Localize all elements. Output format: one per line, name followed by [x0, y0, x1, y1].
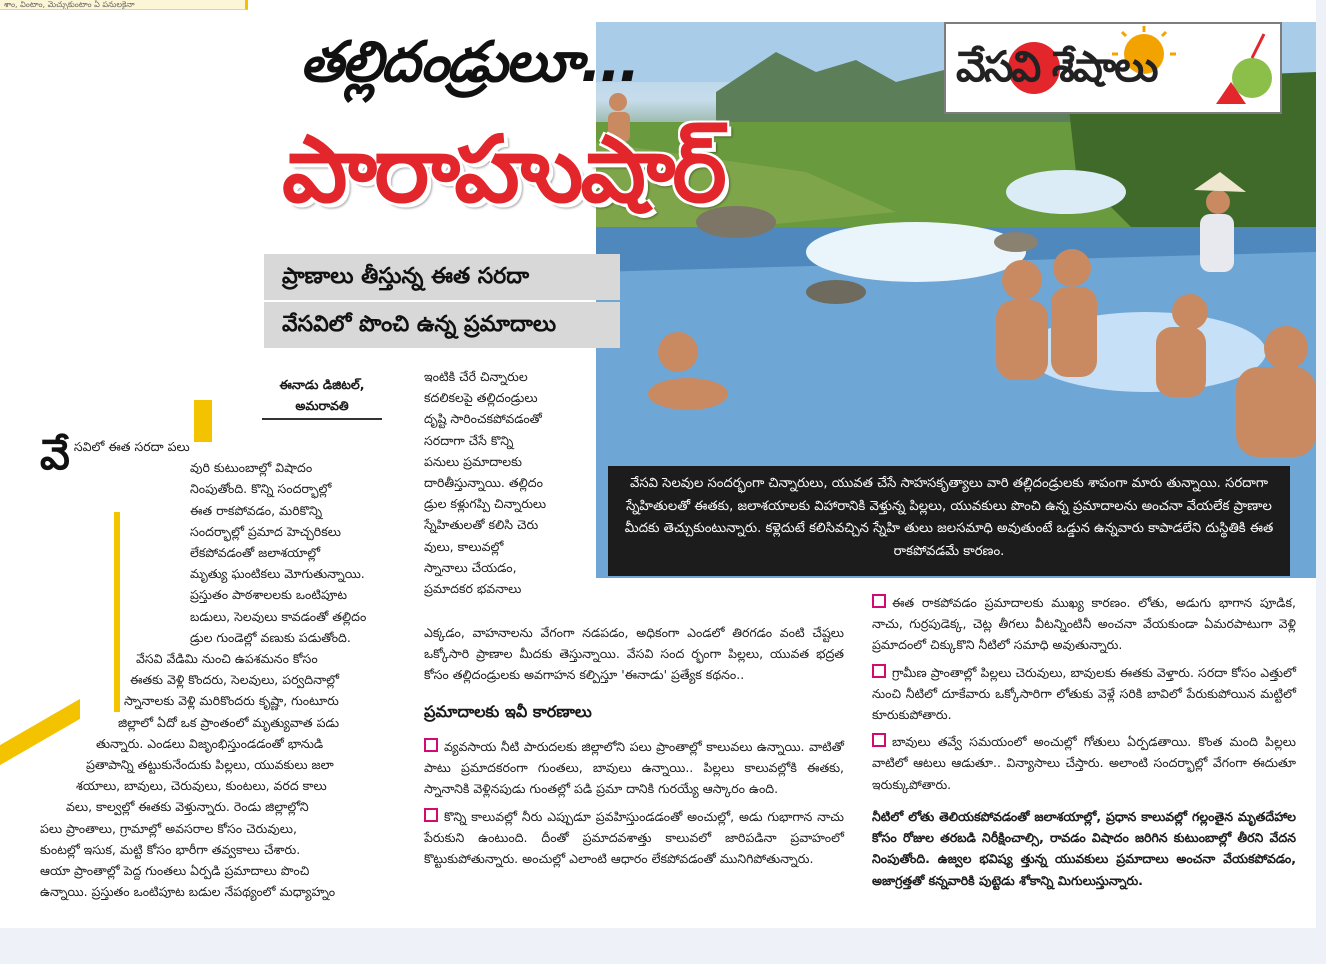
- byline-place: అమరావతి: [262, 395, 382, 420]
- column-2-line: దృష్టి సారించకపోవడంతో: [424, 411, 542, 427]
- column-2: [424, 366, 592, 599]
- column-1-line: స్నానాలకు వెళ్లి మరికొందరు కృష్ణా, గుంటూరు: [124, 693, 339, 709]
- page-bottom-band: [0, 928, 1326, 964]
- causes-column-2: [424, 736, 844, 875]
- column-1-line: సందర్భాల్లో ప్రమాద హెచ్చరికలు: [190, 523, 341, 539]
- bullet-icon: [424, 808, 438, 822]
- byline-name: ఈనాడు డిజిటల్,: [279, 377, 365, 392]
- previous-article-strip: శాం, వింటాం, మెచ్చుకుంటాం ఏ పనులకైనా: [0, 0, 248, 10]
- column-2-line: స్నానాలు చేయడం,: [424, 559, 517, 575]
- column-2-line: స్నేహితులతో కలిసి చెరు: [424, 517, 539, 533]
- main-headline: పారాహుషార్: [282, 116, 724, 223]
- column-2-line: ఇంటికి చేరే చిన్నారుల: [424, 369, 528, 384]
- bullet-icon: [872, 594, 886, 608]
- closing-paragraph: నీటిలో లోతు తెలియకపోవడంతో జలాశయాల్లో, ప్రధాన కాలువల్లో గల్లంతైన మృతదేహాల కోసం రోజుల తరబడి నిరీక్షించాల్సి, రావడం విషాదం జరిగిన కుటుంబాల్లో తీరని వేదన నింపుతోంది. ఉజ్వల భవిష్య త్తున్న యువకులు ప్రమాదాలు అంచనా వేయకపోవడం, అజాగ్రత్తతో కన్నవారికి పుట్టెడు శోకాన్ని మిగులుస్తున్నారు.: [872, 809, 1296, 888]
- column-2-line: డ్రుల కళ్లుగప్పి చిన్నారులు: [424, 496, 547, 512]
- column-1-line: సవిలో ఈత సరదా పలు: [73, 439, 190, 454]
- column-2-line: పనులు ప్రమాదాలకు: [424, 453, 522, 469]
- dropcap: వే: [40, 430, 70, 479]
- column-2-line: దారితీస్తున్నాయి. తల్లిదం: [424, 475, 543, 491]
- column-1-line: డ్రుల గుండెల్లో వణుకు పడుతోంది.: [190, 629, 351, 645]
- column-1-line: మృత్యు ఘంటికలు మోగుతున్నాయి.: [190, 566, 365, 582]
- cause-item: కొన్ని కాలువల్లో నీరు ఎప్పుడూ ప్రవహిస్తుండడంతో అంచుల్లో, అడు గుభాగాన నాచు పేరుకుని ఉంటుంది. దీంతో ప్రమాదవశాత్తు కాలువలో జారిపడినా ప్రవాహంలో కొట్టుకుపోతున్నారు. అంచుల్లో ఎలాంటి ఆధారం లేకపోవడంతో మునిగిపోతున్నారు.: [424, 808, 844, 867]
- column-1-line: జిల్లాలో ఏదో ఒక ప్రాంతంలో మృత్యువాత పడు: [118, 714, 340, 730]
- cause-item: గ్రామీణ ప్రాంతాల్లో పిల్లలు చెరువులు, బావులకు ఈతకు వెళ్తారు. సరదా కోసం ఎత్తులో నుంచి నీటిలో దూకేవారు ఒక్కోసారిగా లోతుకు వెళ్లే సరికి బావిలో పేరుకుపోయిన మట్టిలో కూరుకుపోతారు.: [872, 664, 1296, 723]
- causes-column-3: [872, 592, 1296, 801]
- page-edge: [1316, 0, 1326, 964]
- column-1: [40, 430, 400, 902]
- cause-item: వ్యవసాయ నీటి పారుదలకు జిల్లాలోని పలు ప్రాంతాల్లో కాలువలు ఉన్నాయి. వాటితో పాటు ప్రమాదకరంగా గుంతలు, బావులు ఉన్నాయి.. పిల్లలు కాలువల్లోకి ఈతకు, స్నానానికి వెళ్లినపుడు గుంతల్లో పడి ప్రమా దానికి గురయ్యే ఆస్కారం ఉంది.: [424, 739, 844, 797]
- series-logo: [944, 22, 1282, 114]
- bullet-icon: [424, 738, 438, 752]
- column-1-line: లేకపోవడంతో జలాశయాల్లో: [190, 545, 321, 561]
- subhead-2: వేసవిలో పొంచి ఉన్న ప్రమాదాలు: [264, 302, 620, 348]
- byline: [262, 374, 382, 420]
- cause-item: బావులు తవ్వే సమయంలో అంచుల్లో గోతులు ఏర్పడతాయి. కొంత మంది పిల్లలు వాటిలో ఆటలు ఆడుతూ.. విన్యాసాలు చేస్తారు. అలాంటి సందర్భాల్లో వేగంగా ఈదుతూ ఇరుక్కుపోతారు.: [872, 734, 1296, 792]
- column-1-line: బడులు, సెలవులు కావడంతో తల్లిదం: [190, 608, 367, 624]
- column-1-line: శయాలు, బావులు, చెరువులు, కుంటలు, వరద కాలు: [76, 778, 327, 794]
- column-1-line: ప్రతాపాన్ని తట్టుకునేందుకు పిల్లలు, యువకులు జలా: [86, 757, 334, 773]
- column-1-line: వేసవి వేడిమి నుంచి ఉపశమనం కోసం: [136, 651, 318, 667]
- column-1-line: వురి కుటుంబాల్లో విషాదం: [190, 460, 313, 476]
- column-1-line: ఈతకు వెళ్లి కొందరు, సెలవులు, పర్వదినాల్లో: [130, 672, 339, 688]
- column-1-line: ఆయా ప్రాంతాల్లో పెద్ద గుంతలు ఏర్పడి ప్రమాదాలు పొంచి: [40, 863, 310, 879]
- column-2-line: కదలికలపై తల్లిదండ్రులు: [424, 390, 538, 406]
- cause-item: ఈత రాకపోవడం ప్రమాదాలకు ముఖ్య కారణం. లోతు, అడుగు భాగాన పూడిక, నాచు, గుర్రపుడెక్క, చెట్ల తీగలు వీటన్నింటినీ అంచనా వేయకుండా ఏమరపాటుగా వెళ్లి ప్రమాదంలో చిక్కుకొని నీటిలో సమాధి అవుతున్నారు.: [872, 595, 1296, 653]
- photo-caption: వేసవి సెలవుల సందర్భంగా చిన్నారులు, యువత చేసే సాహసకృత్యాలు వారి తల్లిదండ్రులకు శాపంగా మారు తున్నాయి. సరదాగా స్నేహితులతో ఈతకు, జలాశయాలకు విహారానికి వెళ్తున్న పిల్లలు, యువకులు పొంచి ఉన్న ప్రమాదాలను అంచనా వేయలేక ప్రాణాల మీదకు తెచ్చుకుంటున్నారు. కళ్లెదుటే కలిసివచ్చిన స్నేహి తులు జలసమాధి అవుతుంటే ఒడ్డున ఉన్నవారు కాపాడలేని దుస్థితికి ఈత రాకపోవడమే కారణం.: [608, 466, 1290, 576]
- bullet-icon: [872, 733, 886, 747]
- kicker-headline: తల్లిదండ్రులూ...: [300, 30, 639, 95]
- column-1-line: ఈత రాకపోవడం, మరికొన్ని: [190, 502, 323, 518]
- column-2-line: సరదాగా చేసే కొన్ని: [424, 432, 514, 448]
- column-2-continued: ఎక్కడం, వాహనాలను వేగంగా నడపడం, అధికంగా ఎండలో తిరగడం వంటి చేష్టలు ఒక్కోసారి ప్రాణాల మీదకు తెస్తున్నాయి. వేసవి సంద ర్భంగా పిల్లలు, యువత భద్రత కోసం తల్లిదండ్రులకు అవగాహన కల్పిస్తూ 'ఈనాడు' ప్రత్యేక కథనం..: [424, 625, 844, 683]
- column-1-line: వలు, కాల్వల్లో ఈతకు వెళ్తున్నారు. రెండు జిల్లాల్లోని: [66, 799, 309, 815]
- column-1-line: ప్రస్తుతం పాఠశాలలకు ఒంటిపూట: [190, 587, 348, 603]
- series-logo-text: వేసవి శేషాలు: [956, 42, 1157, 91]
- column-2-line: ప్రమాదకర భవనాలు: [424, 581, 522, 597]
- subhead-1: ప్రాణాలు తీస్తున్న ఈత సరదా: [264, 254, 620, 300]
- bullet-icon: [872, 664, 886, 678]
- column-1-line: తున్నారు. ఎండలు విజృంభిస్తుండడంతో భానుడి: [96, 735, 324, 751]
- column-2-line: వులు, కాలువల్లో: [424, 538, 504, 554]
- column-1-line: కుంటల్లో ఇసుక, మట్టి కోసం భారీగా తవ్వకాలు చేశారు.: [40, 841, 301, 857]
- column-1-line: నింపుతోంది. కొన్ని సందర్భాల్లో: [190, 481, 332, 497]
- column-1-line: పలు ప్రాంతాలు, గ్రామాల్లో అవసరాల కోసం చెరువులు,: [40, 820, 297, 836]
- column-1-text: [40, 430, 400, 902]
- column-1-line: ఉన్నాయి. ప్రస్తుతం ఒంటిపూట బడుల నేపథ్యంలో మధ్యాహ్నం: [40, 884, 336, 900]
- causes-heading: ప్రమాదాలకు ఇవీ కారణాలు: [424, 702, 592, 721]
